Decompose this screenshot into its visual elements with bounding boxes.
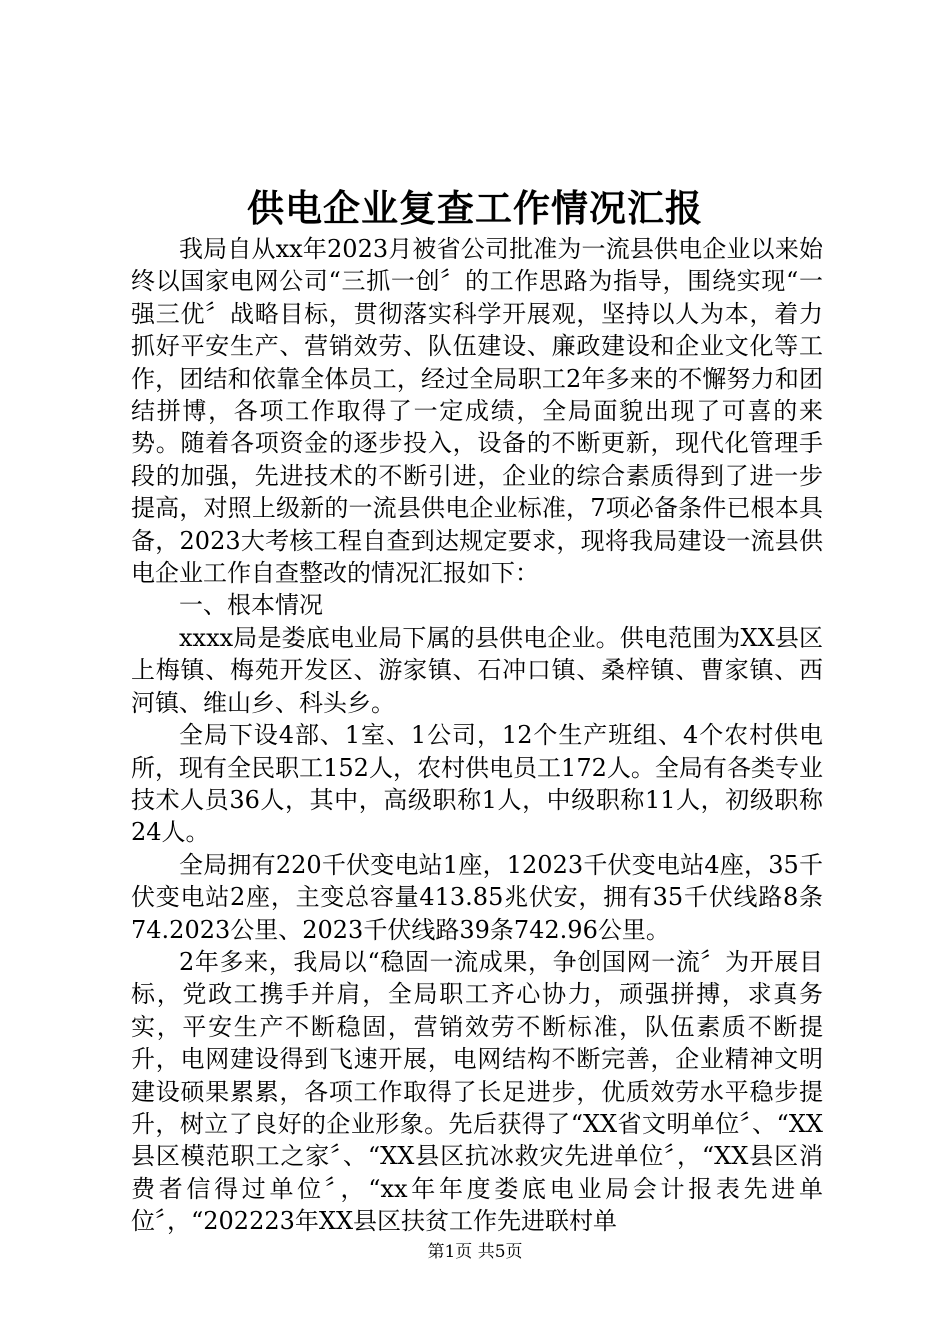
page-number-footer: 第1页 共5页 [427, 1242, 523, 1262]
section-heading-basic-info: 一、根本情况 [179, 591, 323, 620]
paragraph-staff: 全局下设4部、1室、1公司，12个生产班组、4个农村供电所，现有全民职工152人，农村供电员工172人。全局有各类专业技术人员36人，其中，高级职称1人，中级职称11人，初级职称24人。 [131, 721, 823, 847]
document-title: 供电企业复查工作情况汇报 [247, 186, 703, 230]
paragraph-service-area: xxxx局是娄底电业局下属的县供电企业。供电范围为XX县区上梅镇、梅苑开发区、游家镇、石冲口镇、桑梓镇、曹家镇、西河镇、维山乡、科头乡。 [131, 623, 823, 717]
paragraph-achievements: 2年多来，我局以“稳固一流成果，争创国网一流〞为开展目标，党政工携手并肩，全局职工齐心协力，顽强拼搏，求真务实，平安生产不断稳固，营销效劳不断标准，队伍素质不断提升，电网建设得到飞速开展，电网结构不断完善，企业精神文明建设硕果累累，各项工作取得了长足进步，优质效劳水平稳步提升，树立了良好的企业形象。先后获得了“XX省文明单位〞、“XX县区模范职工之家〞、“XX县区抗冰救灾先进单位〞，“XX县区消费者信得过单位〞，“xx年年度娄底电业局会计报表先进单位〞，“202223年XX县区扶贫工作先进联村单 [131, 947, 823, 1236]
document-body [131, 233, 823, 1238]
paragraph-intro: 我局自从xx年2023月被省公司批准为一流县供电企业以来始终以国家电网公司“三抓一创〞的工作思路为指导，围绕实现“一强三优〞战略目标，贯彻落实科学开展观，坚持以人为本，着力抓好平安生产、营销效劳、队伍建设、廉政建设和企业文化等工作，团结和依靠全体员工，经过全局职工2年多来的不懈努力和团结拼博，各项工作取得了一定成绩，全局面貌出现了可喜的来势。随着各项资金的逐步投入，设备的不断更新，现代化管理手段的加强，先进技术的不断引进，企业的综合素质得到了进一步提高，对照上级新的一流县供电企业标准，7项必备条件已根本具备，2023大考核工程自查到达规定要求，现将我局建设一流县供电企业工作自查整改的情况汇报如下： [131, 235, 823, 588]
paragraph-facilities: 全局拥有220千伏变电站1座，12023千伏变电站4座，35千伏变电站2座，主变总容量413.85兆伏安，拥有35千伏线路8条74.2023公里、2023千伏线路39条742.96公里。 [131, 850, 823, 944]
